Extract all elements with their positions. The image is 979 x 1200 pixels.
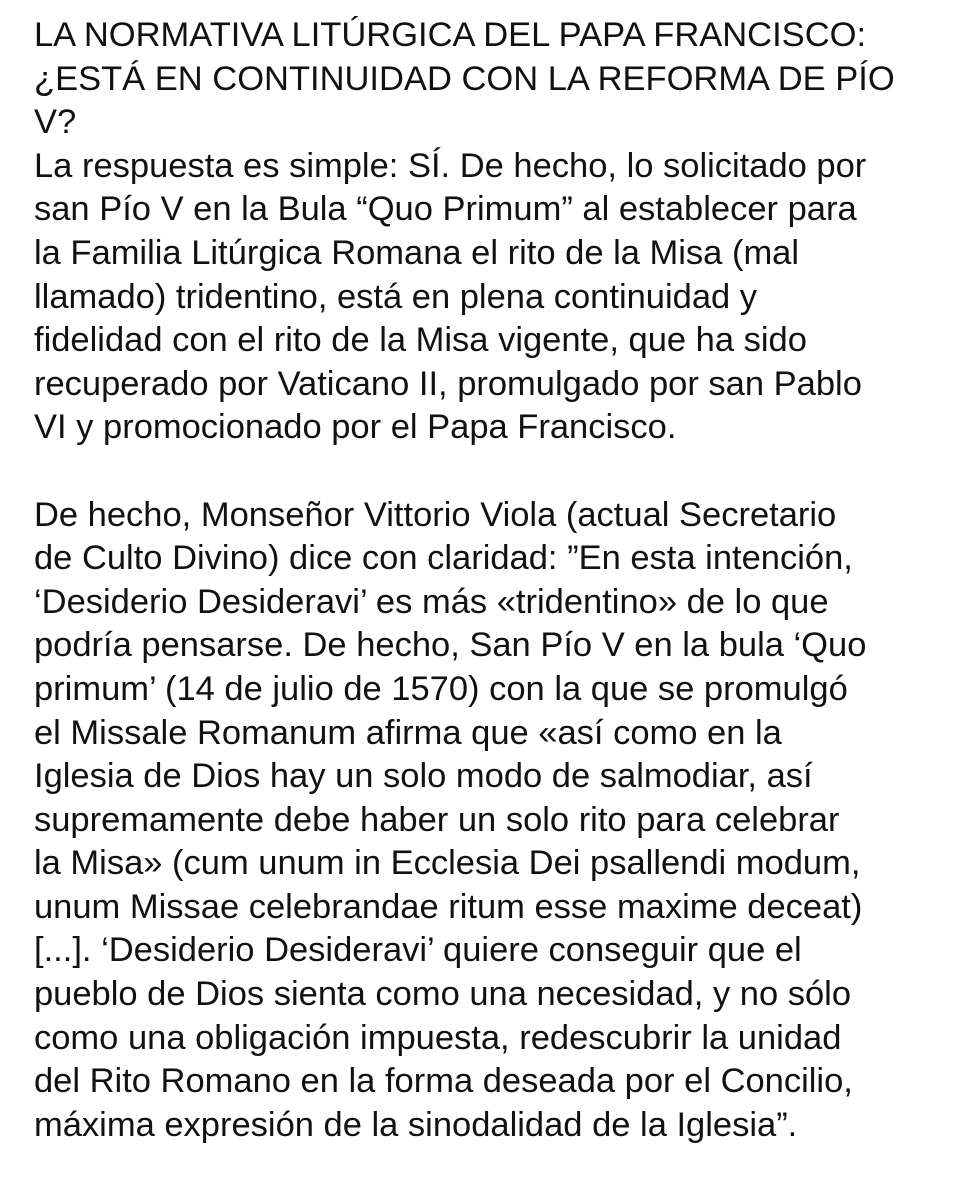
text-line: De hecho, Monseñor Vittorio Viola (actual Secretario (34, 495, 837, 534)
document-title (34, 14, 964, 145)
text-line: Iglesia de Dios hay un solo modo de salmodiar, así (34, 757, 813, 796)
text-line: ‘Desiderio Desideravi’ es más «tridentino» de lo que (34, 582, 829, 621)
text-line: la Misa» (cum unum in Ecclesia Dei psallendi modum, (34, 844, 861, 883)
text-line: pueblo de Dios sienta como una necesidad, y no sólo (34, 975, 852, 1014)
text-line: de Culto Divino) dice con claridad: ”En esta intención, (34, 539, 853, 578)
text-line: el Missale Romanum afirma que «así como en la (34, 713, 782, 752)
title-line: V? (34, 103, 77, 142)
text-line: recuperado por Vaticano II, promulgado por san Pablo (34, 364, 862, 403)
text-line: como una obligación impuesta, redescubrir la unidad (34, 1018, 842, 1057)
text-line: san Pío V en la Bula “Quo Primum” al establecer para (34, 190, 857, 229)
text-line: máxima expresión de la sinodalidad de la Iglesia”. (34, 1105, 798, 1144)
paragraph-1 (34, 145, 964, 450)
text-line: llamado) tridentino, está en plena continuidad y (34, 277, 758, 316)
paragraph-2 (34, 494, 964, 1148)
text-line: unum Missae celebrandae ritum esse maxime deceat) (34, 887, 863, 926)
text-line: La respuesta es simple: SÍ. De hecho, lo solicitado por (34, 146, 867, 185)
text-line: del Rito Romano en la forma deseada por el Concilio, (34, 1062, 853, 1101)
title-line: LA NORMATIVA LITÚRGICA DEL PAPA FRANCISCO: (34, 16, 867, 54)
document-body (34, 14, 964, 1147)
text-line: la Familia Litúrgica Romana el rito de la Misa (mal (34, 233, 800, 272)
text-line: podría pensarse. De hecho, San Pío V en la bula ‘Quo (34, 626, 867, 665)
text-line: supremamente debe haber un solo rito para celebrar (34, 800, 840, 839)
text-line: [...]. ‘Desiderio Desideravi’ quiere conseguir que el (34, 931, 802, 970)
paragraph-break (34, 450, 964, 494)
title-line: ¿ESTÁ EN CONTINUIDAD CON LA REFORMA DE PÍO (34, 59, 895, 98)
text-line: VI y promocionado por el Papa Francisco. (34, 408, 677, 447)
text-line: primum’ (14 de julio de 1570) con la que se promulgó (34, 669, 848, 708)
text-line: fidelidad con el rito de la Misa vigente, que ha sido (34, 321, 807, 360)
